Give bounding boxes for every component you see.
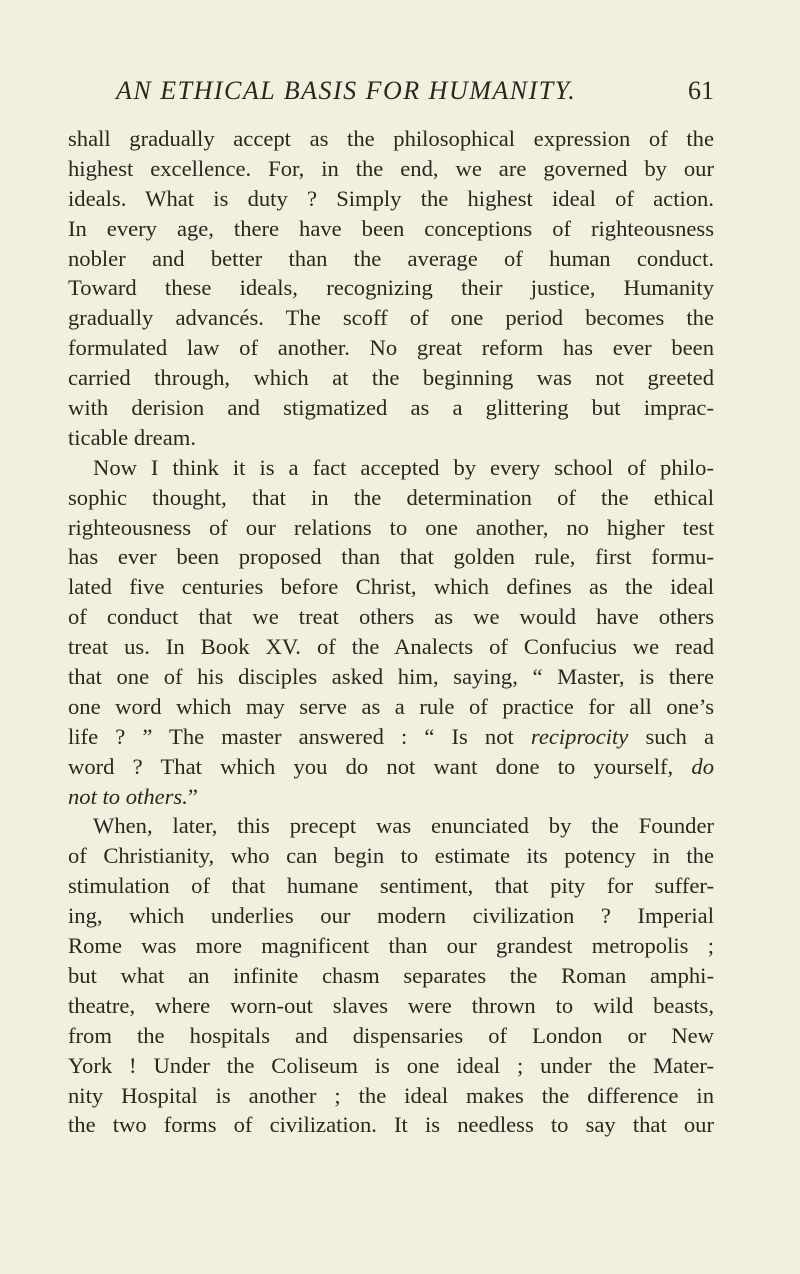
text-line: righteousness of our relations to one another, no higher test [68,514,714,540]
running-title: AN ETHICAL BASIS FOR HUMANITY. [116,76,577,105]
text-line: stimulation of that humane sentiment, that pity for suffer- [68,873,714,899]
text-line [68,722,714,752]
text-line: carried through, which at the beginning was not greeted [68,365,714,391]
text-line: of Christianity, who can begin to estimate its potency in the [68,843,714,869]
page-number: 61 [688,76,714,105]
text-line: of conduct that we treat others as we would have others [68,604,714,630]
text-line: Now I think it is a fact accepted by every school of philo- [93,454,714,480]
text-line: highest excellence. For, in the end, we are governed by our [68,155,714,181]
text-line [68,752,714,782]
text-line: nobler and better than the average of human conduct. [68,245,714,271]
closing-quote: ” [187,783,198,809]
text-line: formulated law of another. No great reform has ever been [68,335,714,361]
text-segment: life ? ” The master answered : “ Is not [68,723,531,749]
italic-word: reciprocity [530,723,629,749]
running-head [68,76,714,112]
text-line: Rome was more magnificent than our grandest metropolis ; [68,933,714,959]
text-line: that one of his disciples asked him, saying, “ Master, is there [68,664,714,690]
text-line [68,782,714,812]
text-line: treat us. In Book XV. of the Analects of Confucius we read [68,634,714,660]
text-line: lated five centuries before Christ, which defines as the ideal [68,574,714,600]
text-line: York ! Under the Coliseum is one ideal ; under the Mater- [68,1052,714,1078]
body-text [68,124,714,1140]
text-line: but what an infinite chasm separates the Roman amphi- [68,962,714,988]
text-line: sophic thought, that in the determination of the ethical [68,484,714,510]
text-line: ideals. What is duty ? Simply the highest ideal of action. [68,185,714,211]
text-line: ing, which underlies our modern civilization ? Imperial [68,903,714,929]
italic-word: do [691,753,714,779]
text-line: one word which may serve as a rule of practice for all one’s [68,693,714,719]
text-line: has ever been proposed than that golden rule, first formu- [68,544,714,570]
text-line: theatre, where worn-out slaves were thrown to wild beasts, [68,992,714,1018]
text-line: the two forms of civilization. It is needless to say that our [68,1112,714,1138]
text-line: Toward these ideals, recognizing their justice, Humanity [68,275,714,301]
text-line: from the hospitals and dispensaries of London or New [68,1022,714,1048]
italic-phrase: not to others. [68,783,188,809]
text-line: nity Hospital is another ; the ideal makes the difference in [68,1082,714,1108]
text-line: In every age, there have been conceptions of righteousness [68,215,714,241]
text-line: When, later, this precept was enunciated by the Founder [93,813,714,839]
text-segment: word ? That which you do not want done to yourself, [68,753,692,779]
text-segment: such a [628,723,714,749]
text-line: ticable dream. [68,424,196,450]
text-line: gradually advancés. The scoff of one period becomes the [68,305,714,331]
text-line: with derision and stigmatized as a glittering but imprac- [68,395,714,421]
text-line: shall gradually accept as the philosophical expression of the [68,126,714,151]
